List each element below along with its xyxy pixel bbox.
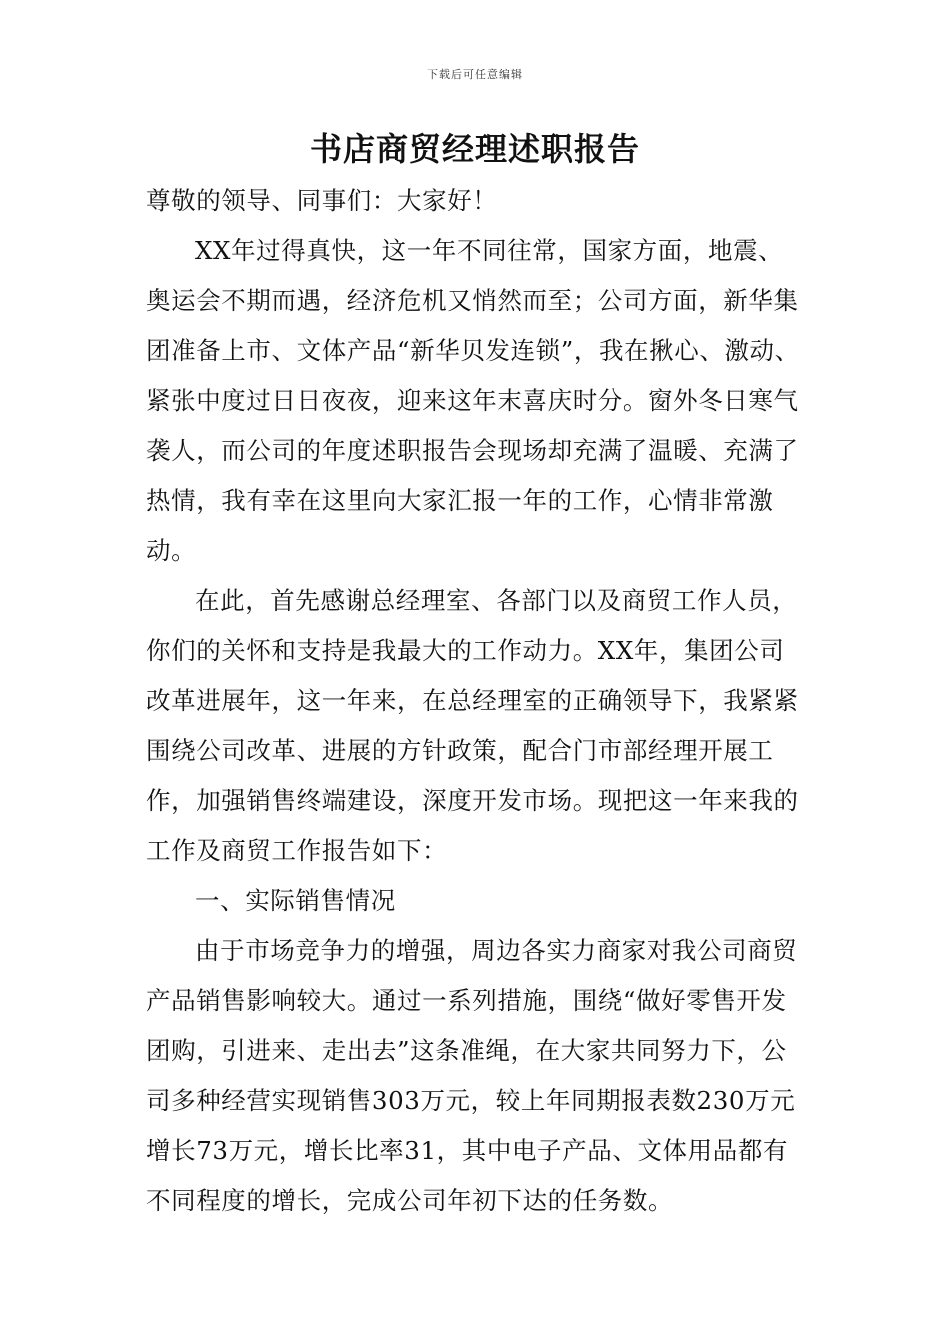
header-note: 下载后可任意编辑 — [427, 68, 523, 81]
paragraph-sales: 由于市场竞争力的增强，周边各实力商家对我公司商贸产品销售影响较大。通过一系列措施，围绕“做好零售开发团购，引进来、走出去”这条准绳，在大家共同努力下，公司多种经营实现销售303万元，较上年同期报表数230万元增长73万元，增长比率31，其中电子产品、文体用品都有不同程度的增长，完成公司年初下达的任务数。 — [146, 936, 798, 1215]
section-heading-sales: 一、实际销售情况 — [195, 886, 396, 915]
paragraph-thanks: 在此，首先感谢总经理室、各部门以及商贸工作人员，你们的关怀和支持是我最大的工作动力。XX年，集团公司改革进展年，这一年来，在总经理室的正确领导下，我紧紧围绕公司改革、进展的方针政策，配合门市部经理开展工作，加强销售终端建设，深度开发市场。现把这一年来我的工作及商贸工作报告如下： — [146, 586, 799, 865]
document-title: 书店商贸经理述职报告 — [309, 130, 640, 168]
salutation: 尊敬的领导、同事们：大家好！ — [146, 186, 498, 215]
paragraph-intro: XX年过得真快，这一年不同往常，国家方面，地震、奥运会不期而遇，经济危机又悄然而至；公司方面，新华集团准备上市、文体产品“新华贝发连锁”，我在揪心、激动、紧张中度过日日夜夜，迎来这年末喜庆时分。窗外冬日寒气袭人，而公司的年度述职报告会现场却充满了温暖、充满了热情，我有幸在这里向大家汇报一年的工作，心情非常激动。 — [146, 236, 800, 565]
document-body — [146, 176, 808, 1226]
